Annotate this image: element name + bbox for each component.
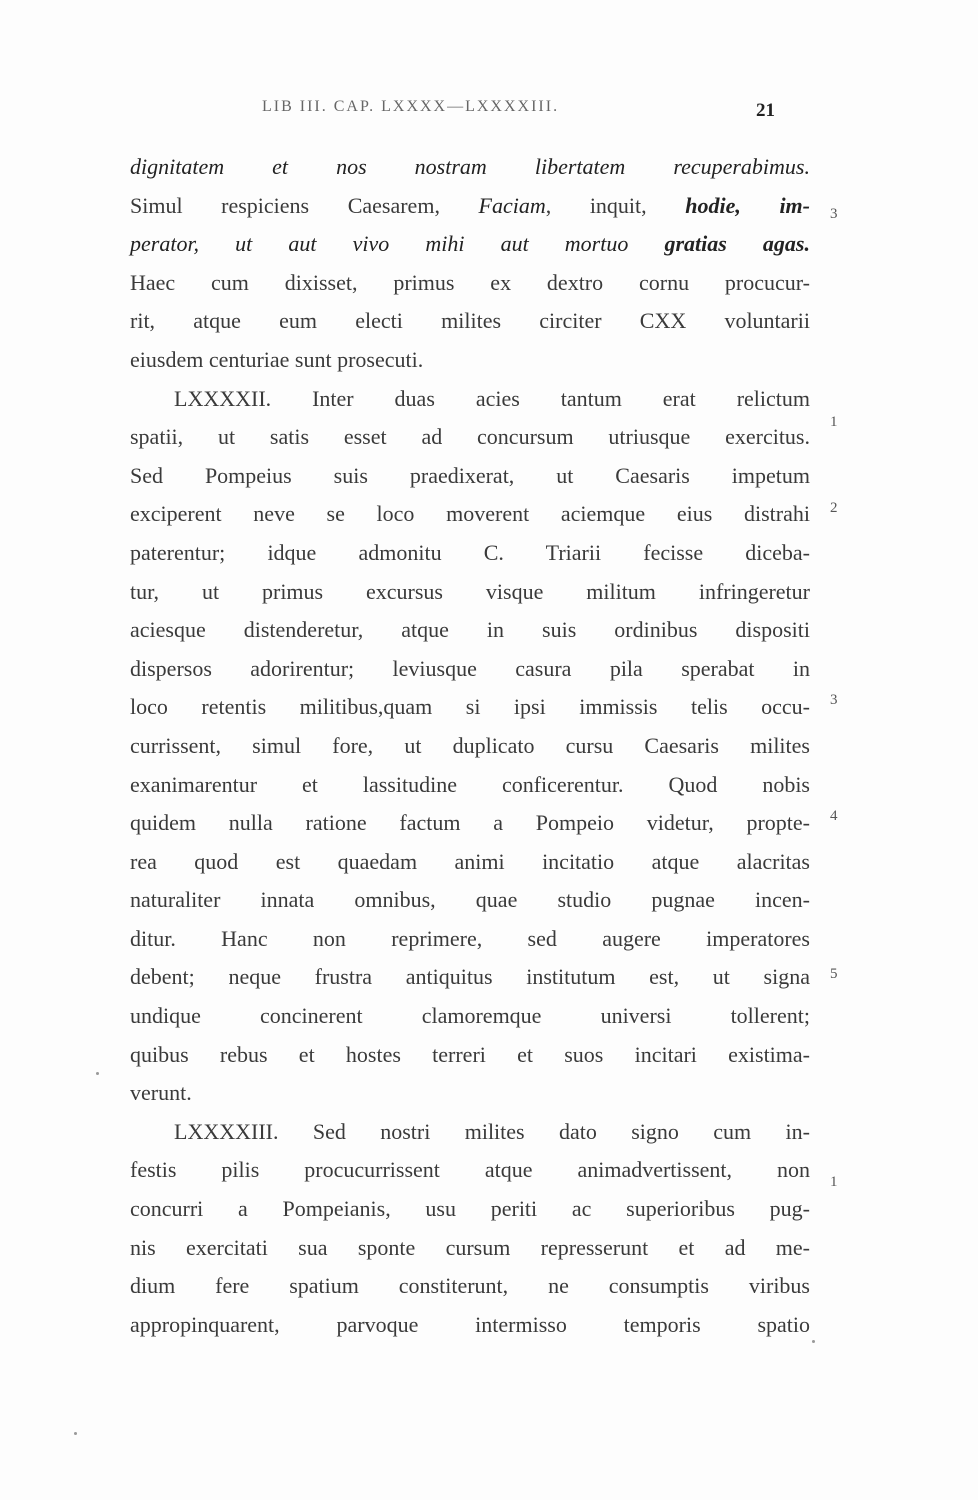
paper-speck	[74, 1432, 77, 1435]
paper-speck	[812, 1340, 815, 1343]
text-line: loco retentis militibus,quam si ipsi immissis telis occu-	[130, 694, 810, 720]
text-line: Sed Pompeius suis praedixerat, ut Caesaris impetum	[130, 462, 810, 488]
italic-text: gratias agas.	[664, 231, 810, 257]
running-head: LIB III. CAP. LXXXX—LXXXXIII.	[262, 98, 560, 115]
text-line: rea quod est quaedam animi incitatio atque alacritas	[130, 848, 810, 874]
section-number: 1	[830, 1174, 838, 1190]
section-number: 4	[830, 808, 838, 824]
text-line: spatii, ut satis esset ad concursum utriusque exercitus.	[130, 424, 810, 450]
text-line: festis pilis procucurrissent atque animadvertissent, non	[130, 1157, 810, 1183]
text-line: appropinquarent, parvoque intermisso temporis spatio	[130, 1311, 810, 1337]
text-span: , inquit,	[545, 192, 686, 218]
section-number: 3	[830, 692, 838, 708]
italic-text: dignitatem et nos nostram libertatem recuperabimus.	[130, 154, 810, 179]
italic-text: Faciam	[478, 192, 546, 218]
text-line: undique concinerent clamoremque universi tollerent;	[130, 1003, 810, 1029]
chapter-start-line: LXXXXII. Inter duas acies tantum erat relictum	[174, 385, 810, 411]
italic-text: perator, ut aut vivo mihi aut mortuo	[130, 231, 665, 257]
text-line: aciesque distenderetur, atque in suis ordinibus dispositi	[130, 617, 810, 643]
section-number: 5	[830, 966, 838, 982]
italic-text: hodie, im-	[685, 192, 810, 218]
text-line: verunt.	[130, 1080, 192, 1106]
chapter-start-line: LXXXXIII. Sed nostri milites dato signo cum in-	[174, 1118, 810, 1144]
text-line: paterentur; idque admonitu C. Triarii fecisse diceba-	[130, 539, 810, 565]
text-line: debent; neque frustra antiquitus institutum est, ut signa	[130, 964, 810, 990]
text-line: eiusdem centuriae sunt prosecuti.	[130, 346, 424, 372]
body-text	[130, 148, 810, 1344]
text-line: rit, atque eum electi milites circiter CXX voluntarii	[130, 308, 810, 334]
text-line: quibus rebus et hostes terreri et suos incitari existima-	[130, 1041, 810, 1067]
text-line	[130, 225, 810, 264]
text-span: Simul respiciens Caesarem,	[130, 192, 479, 218]
section-number: 3	[830, 206, 838, 222]
text-line: naturaliter innata omnibus, quae studio pugnae incen-	[130, 887, 810, 913]
text-line	[130, 187, 810, 226]
section-number: 1	[830, 414, 838, 430]
text-line: exciperent neve se loco moverent aciemque eius distrahi	[130, 501, 810, 527]
text-line: tur, ut primus excursus visque militum infringeretur	[130, 578, 810, 604]
text-line: nis exercitati sua sponte cursum represserunt et ad me-	[130, 1234, 810, 1260]
text-line: quidem nulla ratione factum a Pompeio videtur, propte-	[130, 810, 810, 836]
text-line: concurri a Pompeianis, usu periti ac superioribus pug-	[130, 1196, 810, 1222]
text-line: dispersos adorirentur; leviusque casura pila sperabat in	[130, 655, 810, 681]
section-number: 2	[830, 500, 838, 516]
text-line: dium fere spatium constiterunt, ne consumptis viribus	[130, 1273, 810, 1299]
text-line	[130, 148, 810, 187]
text-line: ditur. Hanc non reprimere, sed augere imperatores	[130, 925, 810, 951]
page-number: 21	[756, 100, 775, 121]
text-line: exanimarentur et lassitudine conficerentur. Quod nobis	[130, 771, 810, 797]
text-line: Haec cum dixisset, primus ex dextro cornu procucur-	[130, 269, 810, 295]
text-line: currissent, simul fore, ut duplicato cursu Caesaris milites	[130, 732, 810, 758]
paper-speck	[96, 1072, 99, 1075]
